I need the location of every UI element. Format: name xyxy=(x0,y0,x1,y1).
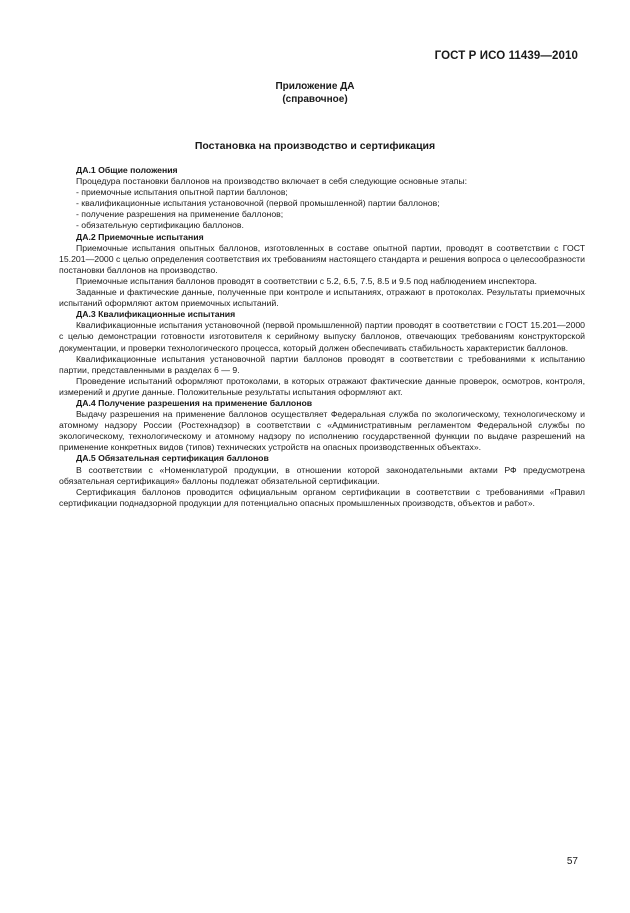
paragraph: Выдачу разрешения на применение баллонов осуществляет Федеральная служба по экологическому, технологическому и атомному надзору России (Ростехнадзор) в соответствии с «Административным регламентом Федеральной службы по экологическому, технологическому и атомному надзору по исполнению государственной функции по выдаче разрешений на применение конкретных видов (типов) технических устройств на опасных производственных объектах». xyxy=(59,409,585,453)
paragraph: Проведение испытаний оформляют протоколами, в которых отражают фактические данные проверок, осмотров, контроля, измерений и другие данные. Положительные результаты испытания оформляют акт. xyxy=(59,375,585,397)
paragraph: Квалификационные испытания установочной партии баллонов проводят в соответствии с требованиями к испытанию партии, представленными в разделах 6 — 9. xyxy=(59,353,585,375)
paragraph: Заданные и фактические данные, полученные при контроле и испытаниях, отражают в протоколах. Результаты приемочных испытаний оформляют актом приемочных испытаний. xyxy=(59,287,585,309)
paragraph: Процедура постановки баллонов на производство включает в себя следующие основные этапы: xyxy=(76,176,468,187)
section-heading-da5: ДА.5 Обязательная сертификация баллонов xyxy=(76,453,269,464)
page-number: 57 xyxy=(566,856,578,867)
paragraph: Приемочные испытания баллонов проводят в соответствии с 5.2, 6.5, 7.5, 8.5 и 9.5 под наблюдением инспектора. xyxy=(76,275,537,286)
list-item: - обязательную сертификацию баллонов. xyxy=(76,220,244,231)
document-body xyxy=(59,165,585,509)
appendix-subtitle: (справочное) xyxy=(282,94,348,105)
list-item: - получение разрешения на применение баллонов; xyxy=(76,209,284,220)
section-heading-da2: ДА.2 Приемочные испытания xyxy=(76,231,204,242)
section-title: Постановка на производство и сертификация xyxy=(194,140,436,152)
document-code: ГОСТ Р ИСО 11439—2010 xyxy=(434,50,578,62)
paragraph: Сертификация баллонов проводится официальным органом сертификации в соответствии с требованиями «Правил сертификации поднадзорной продукции для потенциально опасных промышленных производств, объектов и работ». xyxy=(59,486,585,508)
list-item: - приемочные испытания опытной партии баллонов; xyxy=(76,187,288,198)
section-heading-da4: ДА.4 Получение разрешения на применение баллонов xyxy=(76,397,313,408)
paragraph: Квалификационные испытания установочной (первой промышленной) партии проводят в соответствии с ГОСТ 15.201—2000 с целью демонстрации готовности изготовителя к серийному выпуску баллонов, отвечающих требованиям конструкторской документации, и проверки технологического процесса, который должен обеспечивать стабильность характеристик баллонов. xyxy=(59,320,585,353)
paragraph: В соответствии с «Номенклатурой продукции, в отношении которой законодательными актами РФ предусмотрена обязательная сертификация» баллоны подлежат обязательной сертификации. xyxy=(59,464,585,486)
section-heading-da3: ДА.3 Квалификационные испытания xyxy=(76,309,236,320)
list-item: - квалификационные испытания установочной (первой промышленной) партии баллонов; xyxy=(76,198,440,209)
appendix-title: Приложение ДА xyxy=(275,81,355,92)
section-heading-da1: ДА.1 Общие положения xyxy=(76,165,178,175)
appendix-heading xyxy=(0,80,630,106)
paragraph: Приемочные испытания опытных баллонов, изготовленных в составе опытной партии, проводят в соответствии с ГОСТ 15.201—2000 с целью определения соответствия их требованиям настоящего стандарта и решения вопроса о целесообразности постановки баллонов на производство. xyxy=(59,242,585,275)
